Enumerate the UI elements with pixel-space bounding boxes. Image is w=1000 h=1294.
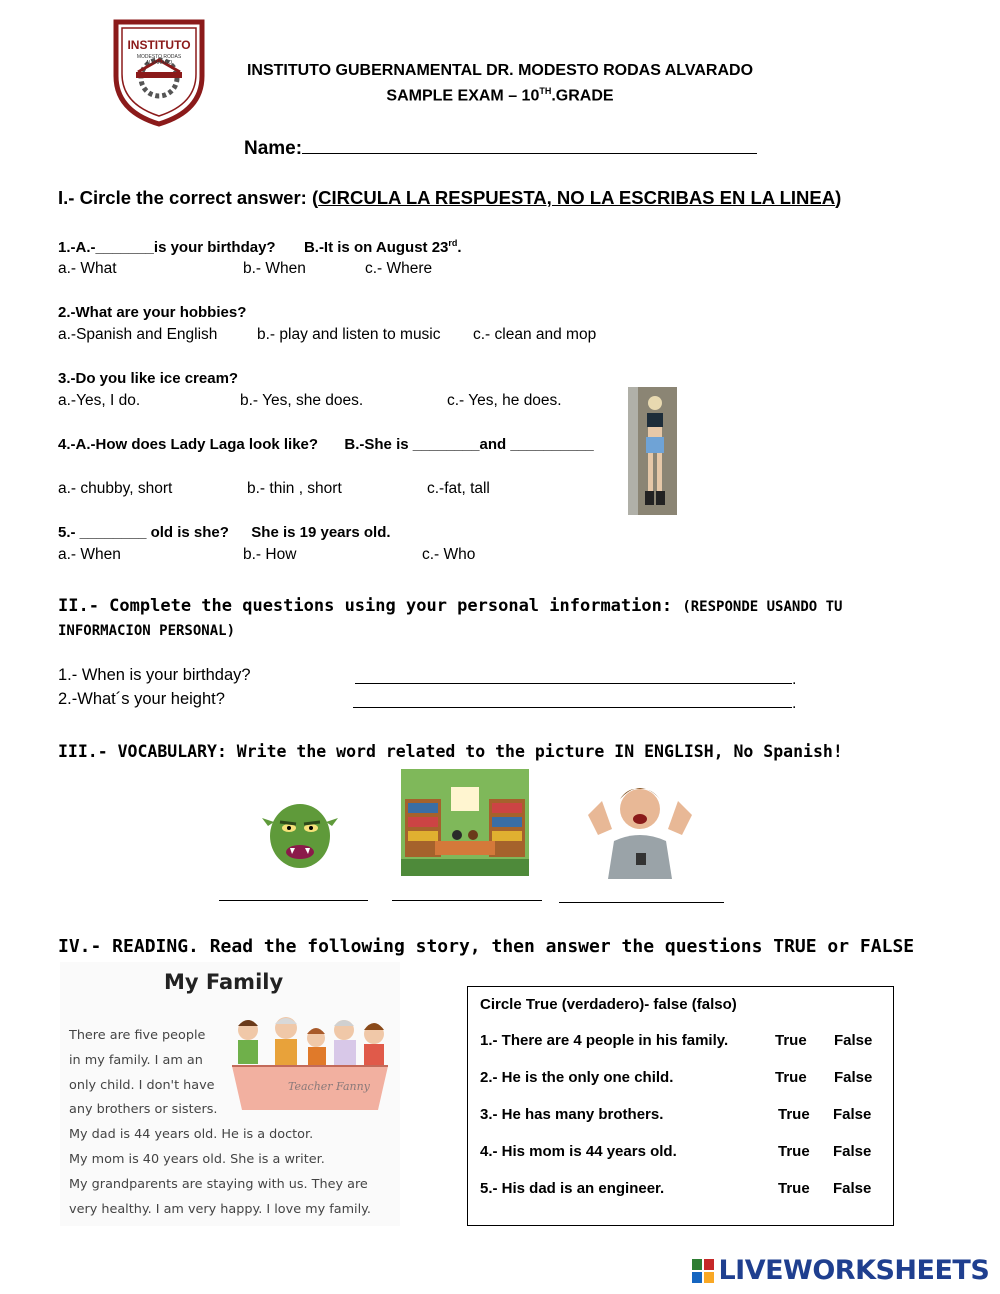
q1-option-c[interactable]: c.- Where [365, 260, 433, 277]
excited-boy-picture [568, 769, 713, 879]
tf-5-false[interactable]: False [833, 1180, 872, 1197]
story-line-5: My dad is 44 years old. He is a doctor. [69, 1127, 314, 1143]
section2-answer1[interactable] [355, 666, 796, 689]
q5-b-part: She is 19 years old. [251, 524, 391, 541]
liveworksheets-mark-icon [692, 1259, 714, 1283]
q5-option-c[interactable]: c.- Who [422, 546, 476, 563]
answer2-line[interactable] [353, 690, 792, 708]
answer1-line[interactable] [355, 666, 792, 684]
story-line-2: in my family. I am an [69, 1052, 203, 1068]
section2-note-line2: INFORMACION PERSONAL) [58, 623, 236, 639]
q1-b-sup: rd [448, 238, 458, 248]
q1-b-end: . [457, 239, 462, 256]
tf-box-title: Circle True (verdadero)- false (falso) [480, 996, 737, 1013]
q3-option-c[interactable]: c.- Yes, he does. [447, 392, 562, 409]
q3-option-a[interactable]: a.-Yes, I do. [58, 392, 141, 409]
name-field [244, 135, 757, 160]
story-panel [60, 962, 400, 1226]
q3-option-b[interactable]: b.- Yes, she does. [240, 392, 364, 409]
q1-a-part: 1.-A.-_______is your birthday? [58, 239, 276, 256]
q4-option-a[interactable]: a.- chubby, short [58, 480, 173, 497]
story-line-3: only child. I don't have [69, 1077, 215, 1093]
story-title: My Family [164, 970, 284, 994]
liveworksheets-brand: LIVEWORKSHEETS [718, 1255, 990, 1286]
section4-title: IV.- READING. Read the following story, then answer the questions TRUE or FALSE [58, 936, 915, 957]
logo-subtext: MODESTO RODAS ALVARADO [136, 54, 182, 66]
section1-note: CIRCULA LA RESPUESTA, NO LA ESCRIBAS EN LA LINEA [318, 187, 836, 208]
lady-photo [628, 387, 677, 515]
q1-b-part: B.-It is on August 23 [303, 239, 449, 256]
liveworksheets-logo[interactable] [692, 1255, 989, 1285]
story-watermark: Teacher Fanny [288, 1080, 370, 1093]
tf-5-true[interactable]: True [778, 1180, 810, 1197]
q5-option-a[interactable]: a.- When [58, 546, 121, 563]
tf-1-false[interactable]: False [834, 1032, 873, 1049]
q4-option-c[interactable]: c.-fat, tall [427, 480, 490, 497]
section2-answer2[interactable] [353, 690, 796, 713]
tf-statement-1: 1.- There are 4 people in his family. [480, 1032, 729, 1049]
section3-title: III.- VOCABULARY: Write the word related to the picture IN ENGLISH, No Spanish! [58, 742, 843, 761]
tf-4-false[interactable]: False [833, 1143, 872, 1160]
story-text [69, 1024, 399, 1222]
section1-title-text: I.- Circle the correct answer: [58, 187, 312, 208]
section1-note-close: ) [835, 187, 842, 208]
section2-q2: 2.-What´s your height? [58, 690, 225, 708]
story-line-4: any brothers or sisters. [69, 1102, 218, 1118]
true-false-box [467, 986, 894, 1226]
q2-prompt: 2.-What are your hobbies? [58, 304, 247, 321]
section2-q1: 1.- When is your birthday? [58, 666, 251, 684]
answer1-period: . [792, 671, 797, 688]
tf-2-false[interactable]: False [834, 1069, 873, 1086]
q1-prompt [58, 238, 462, 256]
q4-b-part: B.-She is ________and __________ [344, 436, 594, 453]
vocab-answer-line-2[interactable] [392, 884, 542, 901]
exam-title-sup: TH [539, 86, 552, 96]
exam-title-prefix: SAMPLE EXAM – 10 [386, 87, 540, 105]
tf-3-false[interactable]: False [833, 1106, 872, 1123]
library-picture [401, 769, 529, 876]
tf-3-true[interactable]: True [778, 1106, 810, 1123]
q2-option-c[interactable]: c.- clean and mop [473, 326, 597, 343]
tf-statement-5: 5.- His dad is an engineer. [480, 1180, 665, 1197]
section1-title [58, 187, 841, 209]
exam-title-suffix: .GRADE [551, 87, 614, 105]
q3-prompt: 3.-Do you like ice cream? [58, 370, 239, 387]
q4-a-part: 4.-A.-How does Lady Laga look like? [58, 436, 319, 453]
exam-title [180, 86, 820, 105]
q2-option-a[interactable]: a.-Spanish and English [58, 326, 218, 343]
q1-option-b[interactable]: b.- When [243, 260, 306, 277]
tf-statement-3: 3.- He has many brothers. [480, 1106, 664, 1123]
tf-statement-4: 4.- His mom is 44 years old. [480, 1143, 677, 1160]
section2-note-line1: (RESPONDE USANDO TU [682, 599, 843, 615]
q5-prompt [58, 524, 391, 541]
q1-option-a[interactable]: a.- What [58, 260, 117, 277]
q2-option-b[interactable]: b.- play and listen to music [257, 326, 441, 343]
logo-text: INSTITUTO [127, 38, 191, 52]
story-line-1: There are five people [69, 1028, 206, 1043]
vocab-answer-line-1[interactable] [219, 884, 368, 901]
answer2-period: . [792, 695, 797, 712]
name-label: Name: [244, 138, 303, 159]
q5-option-b[interactable]: b.- How [243, 546, 297, 563]
vocab-answer-line-3[interactable] [559, 886, 724, 903]
q4-option-b[interactable]: b.- thin , short [247, 480, 342, 497]
name-blank-line[interactable] [302, 135, 757, 154]
story-line-6: My mom is 40 years old. She is a writer. [69, 1151, 325, 1167]
tf-statement-2: 2.- He is the only one child. [480, 1069, 674, 1086]
q4-prompt [58, 436, 594, 453]
school-name: INSTITUTO GUBERNAMENTAL DR. MODESTO RODAS ALVARADO [246, 62, 754, 79]
tf-1-true[interactable]: True [775, 1032, 807, 1049]
ogre-picture [262, 796, 338, 870]
section2-title-text: II.- Complete the questions using your personal information: [58, 596, 683, 616]
q5-a-part: 5.- ________ old is she? [58, 524, 229, 541]
tf-4-true[interactable]: True [778, 1143, 810, 1160]
tf-2-true[interactable]: True [775, 1069, 807, 1086]
section1-note-open: ( [311, 187, 319, 208]
section2-title [58, 594, 938, 643]
story-line-8: very healthy. I am very happy. I love my family. [69, 1201, 371, 1217]
story-line-7: My grandparents are staying with us. They are [69, 1176, 368, 1192]
